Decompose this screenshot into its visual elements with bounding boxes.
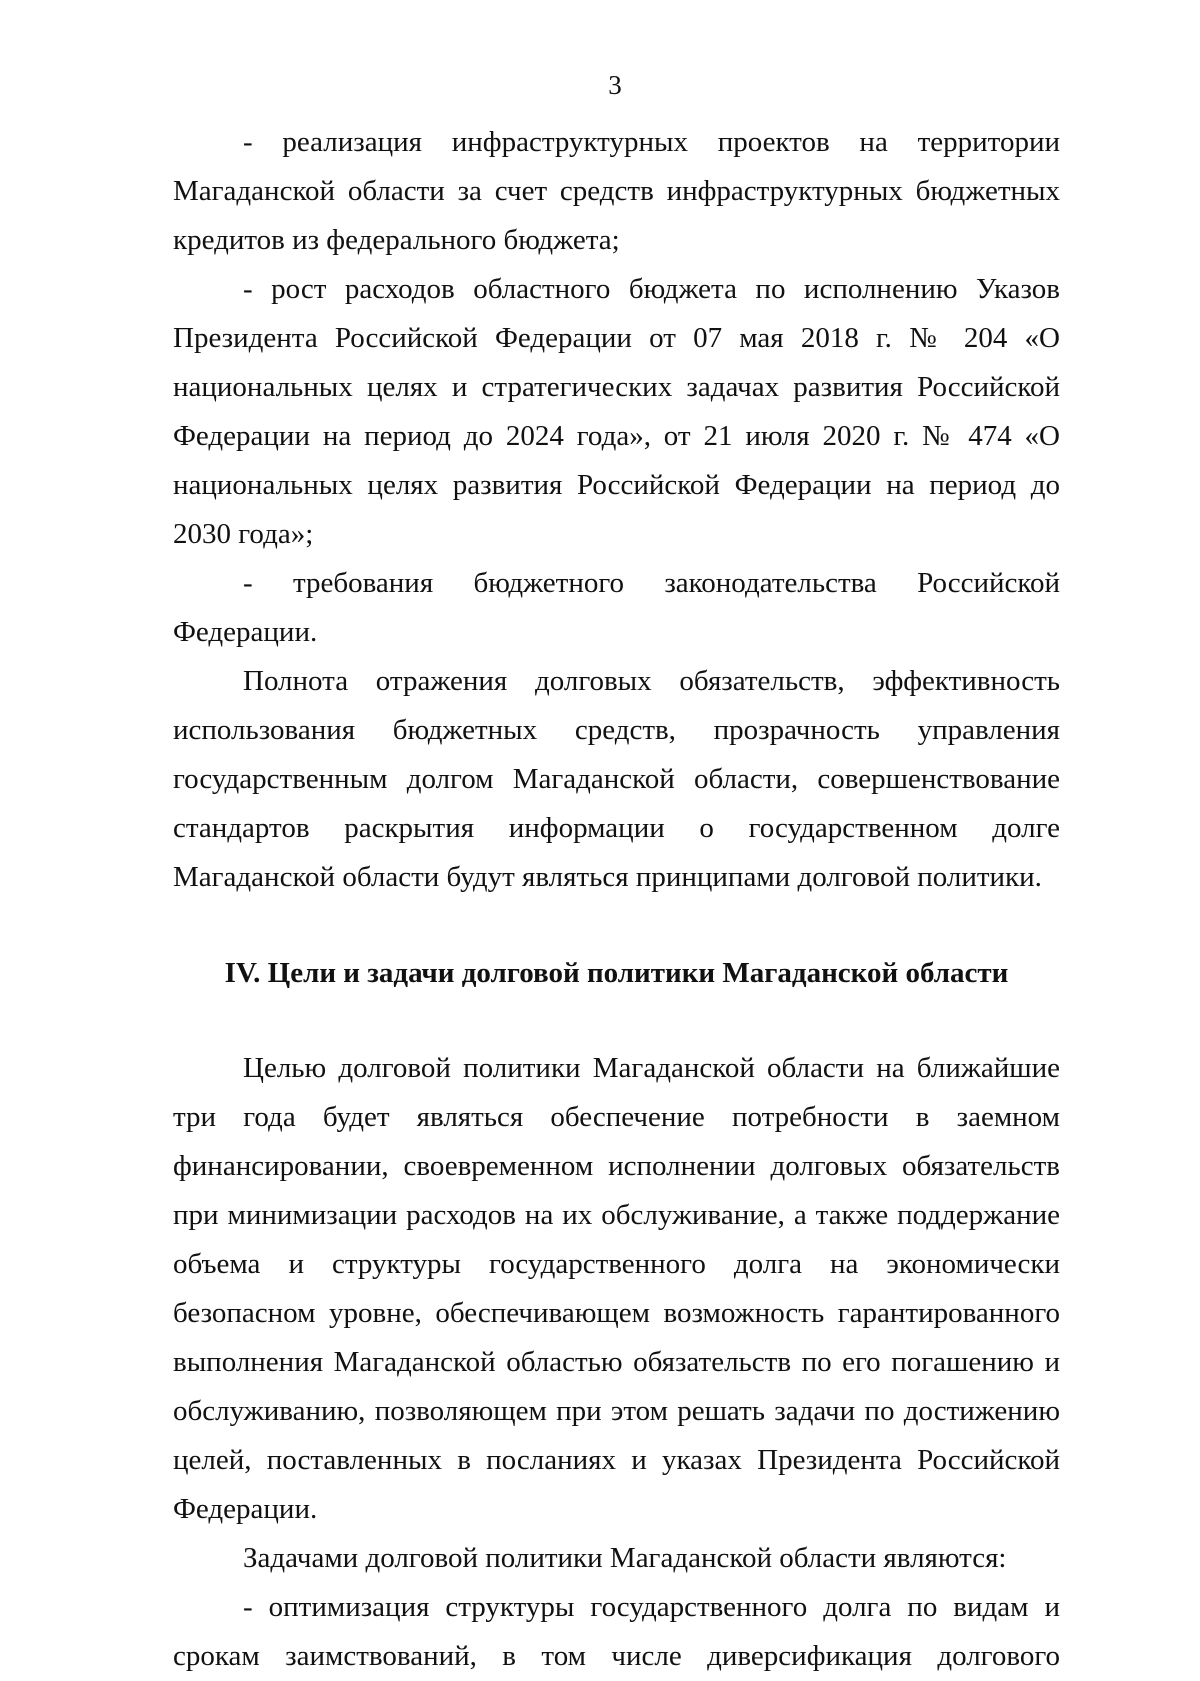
paragraph-debt-policy-principles: Полнота отражения долговых обязательств, эффективность использования бюджетных средств, прозрачность управления государственным долгом Магаданской области, совершенствование стандартов раскрытия информации о государственном долге Магаданской области будут являться принципами долговой политики.: [173, 665, 1060, 893]
paragraph-infrastructure-projects: - реализация инфраструктурных проектов на территории Магаданской области за счет средств инфраструктурных бюджетных кредитов из федерального бюджета;: [173, 126, 1060, 256]
document-body: [173, 118, 1060, 1681]
section-heading: IV. Цели и задачи долговой политики Магаданской области: [224, 957, 1009, 989]
paragraph-debt-structure-optimization: - оптимизация структуры государственного долга по видам и срокам заимствований, в том числе диверсификация долгового: [173, 1591, 1060, 1672]
paragraph-budget-expenses-growth: - рост расходов областного бюджета по исполнению Указов Президента Российской Федерации от 07 мая 2018 г. № 204 «О национальных целях и стратегических задачах развития Российской Федерации на период до 2024 года», от 21 июля 2020 г. № 474 «О национальных целях развития Российской Федерации на период до 2030 года»;: [173, 273, 1060, 550]
paragraph-debt-policy-tasks-intro: Задачами долговой политики Магаданской области являются:: [243, 1542, 1007, 1574]
paragraph-budget-legislation: - требования бюджетного законодательства Российской Федерации.: [173, 567, 1060, 648]
paragraph-debt-policy-goal: Целью долговой политики Магаданской области на ближайшие три года будет являться обеспечение потребности в заемном финансировании, своевременном исполнении долговых обязательств при минимизации расходов на их обслуживание, а также поддержание объема и структуры государственного долга на экономически безопасном уровне, обеспечивающем возможность гарантированного выполнения Магаданской областью обязательств по его погашению и обслуживанию, позволяющем при этом решать задачи по достижению целей, поставленных в посланиях и указах Президента Российской Федерации.: [173, 1052, 1060, 1525]
page-number: 3: [608, 70, 622, 100]
